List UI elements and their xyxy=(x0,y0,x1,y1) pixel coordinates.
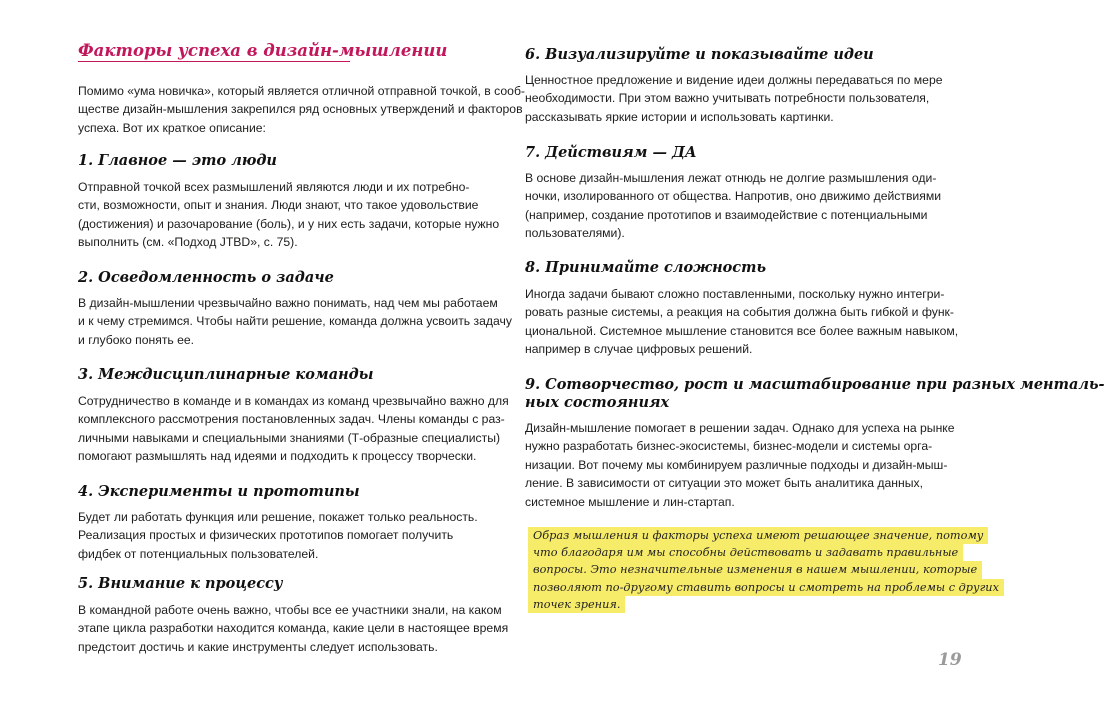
section-3-text xyxy=(78,392,508,466)
section-3-heading: 3. Междисциплинарные команды xyxy=(78,366,374,383)
text-line: циональной. Системное мышление становится все более важным навыком, xyxy=(525,323,959,338)
text-line: ление. В зависимости от ситуации это может быть аналитика данных, xyxy=(525,476,923,491)
section-5-text xyxy=(78,601,508,656)
highlighted-quote xyxy=(533,527,999,613)
section-9-heading-line: ных состояниях xyxy=(525,394,670,411)
section-9-heading-line: 9. Сотворчество, рост и масштабирование при разных менталь- xyxy=(525,376,1105,393)
text-line: сти, возможности, опыт и знания. Люди знают, что такое удовольствие xyxy=(78,198,479,213)
text-line: предстоит достичь и какие инструменты следует использовать. xyxy=(78,639,438,654)
page-title-block xyxy=(78,41,508,62)
section-1-text xyxy=(78,178,508,252)
text-line: ночки, изолированного от общества. Напротив, оно движимо действиями xyxy=(525,189,942,204)
text-line: этапе цикла разработки находится команда, какие цели в настоящее время xyxy=(78,621,509,636)
section-6-heading: 6. Визуализируйте и показывайте идеи xyxy=(525,46,874,63)
text-line: помогают размышлять над идеями и подходить к процессу творчески. xyxy=(78,449,477,464)
section-5-heading: 5. Внимание к процессу xyxy=(78,575,283,592)
text-line: личными навыками и специальными знаниями (Т-образные специалисты) xyxy=(78,430,501,445)
section-4-heading: 4. Эксперименты и прототипы xyxy=(78,483,360,500)
text-line: рассказывать яркие истории и использовать картинки. xyxy=(525,109,834,124)
text-line: (например, создание прототипов и взаимодействие с потенциальными xyxy=(525,207,928,222)
section-8-text xyxy=(525,285,959,359)
section-9-heading xyxy=(525,376,1105,412)
text-line: например в случае цифровых решений. xyxy=(525,342,753,357)
text-line: Отправной точкой всех размышлений являются люди и их потребно- xyxy=(78,180,470,194)
text-line: В командной работе очень важно, чтобы все ее участники знали, на каком xyxy=(78,603,502,617)
text-line: Ценностное предложение и видение идеи должны передаваться по мере xyxy=(525,73,943,87)
section-7-heading: 7. Действиям — ДА xyxy=(525,144,697,161)
text-line: необходимости. При этом важно учитывать потребности пользователя, xyxy=(525,91,930,106)
text-line: выполнить (см. «Подход JTBD», с. 75). xyxy=(78,235,298,250)
page-title: Факторы успеха в дизайн-мышлении xyxy=(78,41,448,60)
text-line: нужно разработать бизнес-экосистемы, бизнес-модели и системы орга- xyxy=(525,439,933,454)
text-line: В дизайн-мышлении чрезвычайно важно понимать, над чем мы работаем xyxy=(78,296,498,310)
section-9-text xyxy=(525,419,955,511)
quote-line: точек зрения. xyxy=(528,596,625,613)
text-line: фидбек от потенциальных пользователей. xyxy=(78,546,319,561)
text-line: Иногда задачи бывают сложно поставленными, поскольку нужно интегри- xyxy=(525,287,945,301)
quote-line: что благодаря им мы способны действовать и задавать правильные xyxy=(528,544,963,561)
text-line: В основе дизайн-мышления лежат отнюдь не долгие размышления оди- xyxy=(525,171,937,185)
text-line: (достижения) и разочарование (боль), и у них есть задачи, которые нужно xyxy=(78,216,500,231)
section-7-text xyxy=(525,169,955,243)
section-6-text xyxy=(525,71,955,126)
text-line: и глубоко понять ее. xyxy=(78,332,195,347)
section-4-text xyxy=(78,508,508,563)
intro-paragraph xyxy=(78,82,525,137)
intro-line: успеха. Вот их краткое описание: xyxy=(78,120,266,135)
text-line: Реализация простых и физических прототипов помогает получить xyxy=(78,528,454,543)
text-line: пользователями). xyxy=(525,226,625,241)
quote-line: вопросы. Это незначительные изменения в нашем мышлении, которые xyxy=(528,561,982,578)
text-line: Дизайн-мышление помогает в решении задач. Однако для успеха на рынке xyxy=(525,421,955,435)
text-line: низации. Вот почему мы комбинируем различные подходы и дизайн-мыш- xyxy=(525,457,948,472)
page-number: 19 xyxy=(938,650,962,670)
text-line: ровать разные системы, а реакция на события должна быть гибкой и функ- xyxy=(525,305,954,320)
section-2-text xyxy=(78,294,512,349)
title-underline xyxy=(78,61,350,62)
text-line: и к чему стремимся. Чтобы найти решение, команда должна усвоить задачу xyxy=(78,314,512,329)
intro-line: Помимо «ума новичка», который является отличной отправной точкой, в сооб- xyxy=(78,84,525,98)
quote-line: позволяют по-другому ставить вопросы и смотреть на проблемы с других xyxy=(528,579,1004,596)
section-2-heading: 2. Осведомленность о задаче xyxy=(78,269,334,286)
text-line: системное мышление и лин-стартап. xyxy=(525,494,735,509)
text-line: комплексного рассмотрения постановленных задач. Члены команды с раз- xyxy=(78,412,505,427)
intro-line: ществе дизайн-мышления закрепился ряд основных утверждений и факторов xyxy=(78,102,523,117)
quote-line: Образ мышления и факторы успеха имеют решающее значение, потому xyxy=(528,527,988,544)
section-1-heading: 1. Главное — это люди xyxy=(78,152,277,169)
text-line: Будет ли работать функция или решение, покажет только реальность. xyxy=(78,510,478,524)
section-8-heading: 8. Принимайте сложность xyxy=(525,259,767,276)
text-line: Сотрудничество в команде и в командах из команд чрезвычайно важно для xyxy=(78,394,509,408)
